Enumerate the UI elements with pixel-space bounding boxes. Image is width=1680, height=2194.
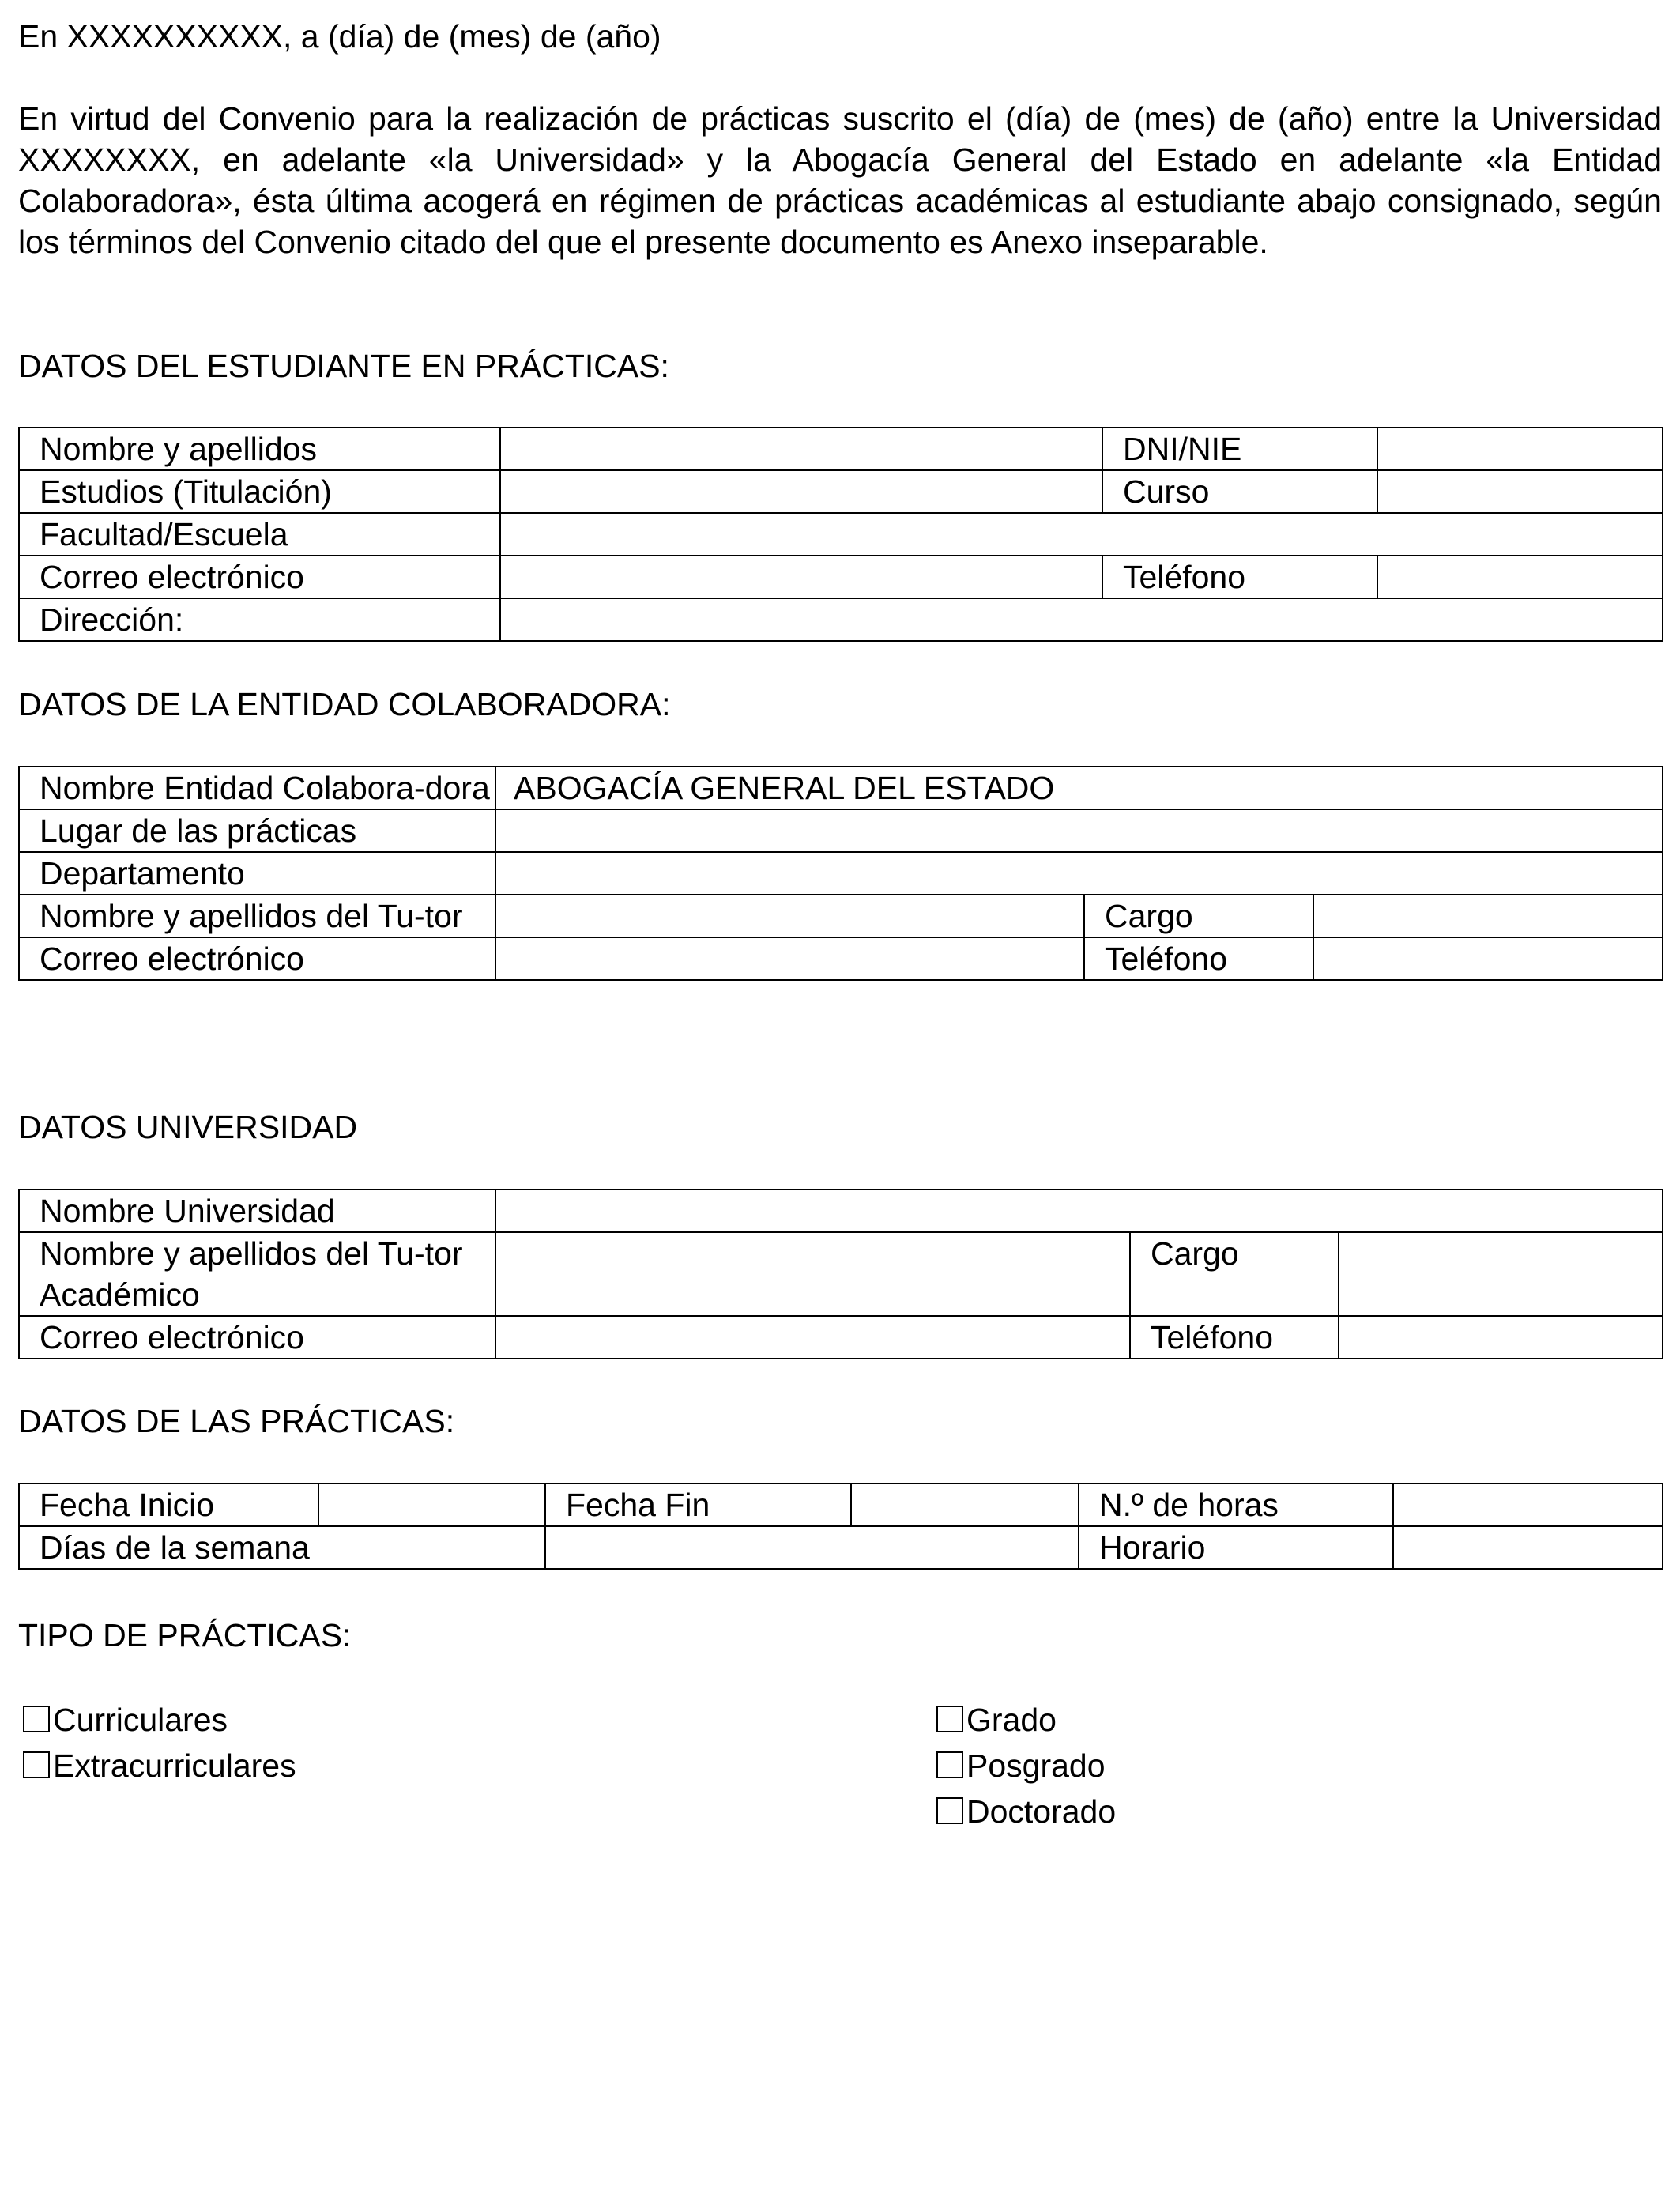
entity-department-label: Departamento: [19, 852, 495, 895]
entity-position-field[interactable]: [1313, 895, 1663, 937]
checkbox-box-icon[interactable]: [23, 1751, 50, 1778]
student-email-label: Correo electrónico: [19, 556, 500, 598]
university-tutor-label: Nombre y apellidos del Tu-tor Académico: [19, 1232, 495, 1316]
university-position-label: Cargo: [1130, 1232, 1339, 1316]
student-phone-label: Teléfono: [1102, 556, 1377, 598]
entity-email-label: Correo electrónico: [19, 937, 495, 980]
schedule-label: Horario: [1079, 1526, 1393, 1569]
entity-tutor-field[interactable]: [495, 895, 1084, 937]
start-date-field[interactable]: [318, 1483, 545, 1526]
type-section-heading: TIPO DE PRÁCTICAS:: [18, 1617, 352, 1653]
entity-position-label: Cargo: [1084, 895, 1313, 937]
student-faculty-field[interactable]: [500, 513, 1663, 556]
checkbox-box-icon[interactable]: [936, 1751, 963, 1778]
place-date-line: En XXXXXXXXXX, a (día) de (mes) de (año): [18, 18, 661, 55]
student-dni-field[interactable]: [1377, 428, 1663, 470]
student-name-field[interactable]: [500, 428, 1102, 470]
checkbox-box-icon[interactable]: [936, 1706, 963, 1732]
checkbox-box-icon[interactable]: [23, 1706, 50, 1732]
student-section-heading: DATOS DEL ESTUDIANTE EN PRÁCTICAS:: [18, 348, 669, 384]
university-name-label: Nombre Universidad: [19, 1189, 495, 1232]
university-email-label: Correo electrónico: [19, 1316, 495, 1359]
internship-table: [18, 1483, 1663, 1570]
entity-place-label: Lugar de las prácticas: [19, 809, 495, 852]
entity-tutor-label: Nombre y apellidos del Tu-tor: [19, 895, 495, 937]
checkbox-posgrado[interactable]: Posgrado: [932, 1745, 1106, 1786]
entity-phone-field[interactable]: [1313, 937, 1663, 980]
weekdays-field[interactable]: [545, 1526, 1079, 1569]
checkbox-grado[interactable]: Grado: [932, 1699, 1057, 1740]
weekdays-label: Días de la semana: [19, 1526, 545, 1569]
student-email-field[interactable]: [500, 556, 1102, 598]
end-date-label: Fecha Fin: [545, 1483, 851, 1526]
checkbox-box-icon[interactable]: [936, 1797, 963, 1824]
student-table: [18, 427, 1663, 642]
university-section-heading: DATOS UNIVERSIDAD: [18, 1109, 358, 1145]
student-course-label: Curso: [1102, 470, 1377, 513]
start-date-label: Fecha Inicio: [19, 1483, 318, 1526]
intro-paragraph: En virtud del Convenio para la realización de prácticas suscrito el (día) de (mes) de (año) entre la Universidad XXXXXXXX, en adelante «la Universidad» y la Abogacía General del Estado en adelante «la Entidad Colaboradora», ésta última acogerá en régimen de prácticas académicas al estudiante abajo consignado, según los términos del Convenio citado del que el presente documento es Anexo inseparable.: [18, 100, 1662, 260]
student-studies-label: Estudios (Titulación): [19, 470, 500, 513]
entity-email-field[interactable]: [495, 937, 1084, 980]
university-table: [18, 1189, 1663, 1359]
student-faculty-label: Facultad/Escuela: [19, 513, 500, 556]
student-dni-label: DNI/NIE: [1102, 428, 1377, 470]
hours-label: N.º de horas: [1079, 1483, 1393, 1526]
student-address-label: Dirección:: [19, 598, 500, 641]
student-studies-field[interactable]: [500, 470, 1102, 513]
entity-phone-label: Teléfono: [1084, 937, 1313, 980]
student-phone-field[interactable]: [1377, 556, 1663, 598]
entity-table: [18, 766, 1663, 981]
schedule-field[interactable]: [1393, 1526, 1663, 1569]
entity-place-field[interactable]: [495, 809, 1663, 852]
university-tutor-field[interactable]: [495, 1232, 1130, 1316]
entity-department-field[interactable]: [495, 852, 1663, 895]
entity-name-value[interactable]: ABOGACÍA GENERAL DEL ESTADO: [495, 767, 1663, 809]
university-phone-label: Teléfono: [1130, 1316, 1339, 1359]
student-name-label: Nombre y apellidos: [19, 428, 500, 470]
end-date-field[interactable]: [851, 1483, 1079, 1526]
entity-name-label: Nombre Entidad Colabora-dora: [19, 767, 495, 809]
student-course-field[interactable]: [1377, 470, 1663, 513]
university-position-field[interactable]: [1339, 1232, 1663, 1316]
entity-section-heading: DATOS DE LA ENTIDAD COLABORADORA:: [18, 686, 671, 722]
hours-field[interactable]: [1393, 1483, 1663, 1526]
checkbox-doctorado[interactable]: Doctorado: [932, 1791, 1116, 1832]
university-name-field[interactable]: [495, 1189, 1663, 1232]
student-address-field[interactable]: [500, 598, 1663, 641]
university-email-field[interactable]: [495, 1316, 1130, 1359]
internship-section-heading: DATOS DE LAS PRÁCTICAS:: [18, 1403, 455, 1439]
checkbox-curriculares[interactable]: Curriculares: [18, 1699, 228, 1740]
university-phone-field[interactable]: [1339, 1316, 1663, 1359]
checkbox-extracurriculares[interactable]: Extracurriculares: [18, 1745, 296, 1786]
